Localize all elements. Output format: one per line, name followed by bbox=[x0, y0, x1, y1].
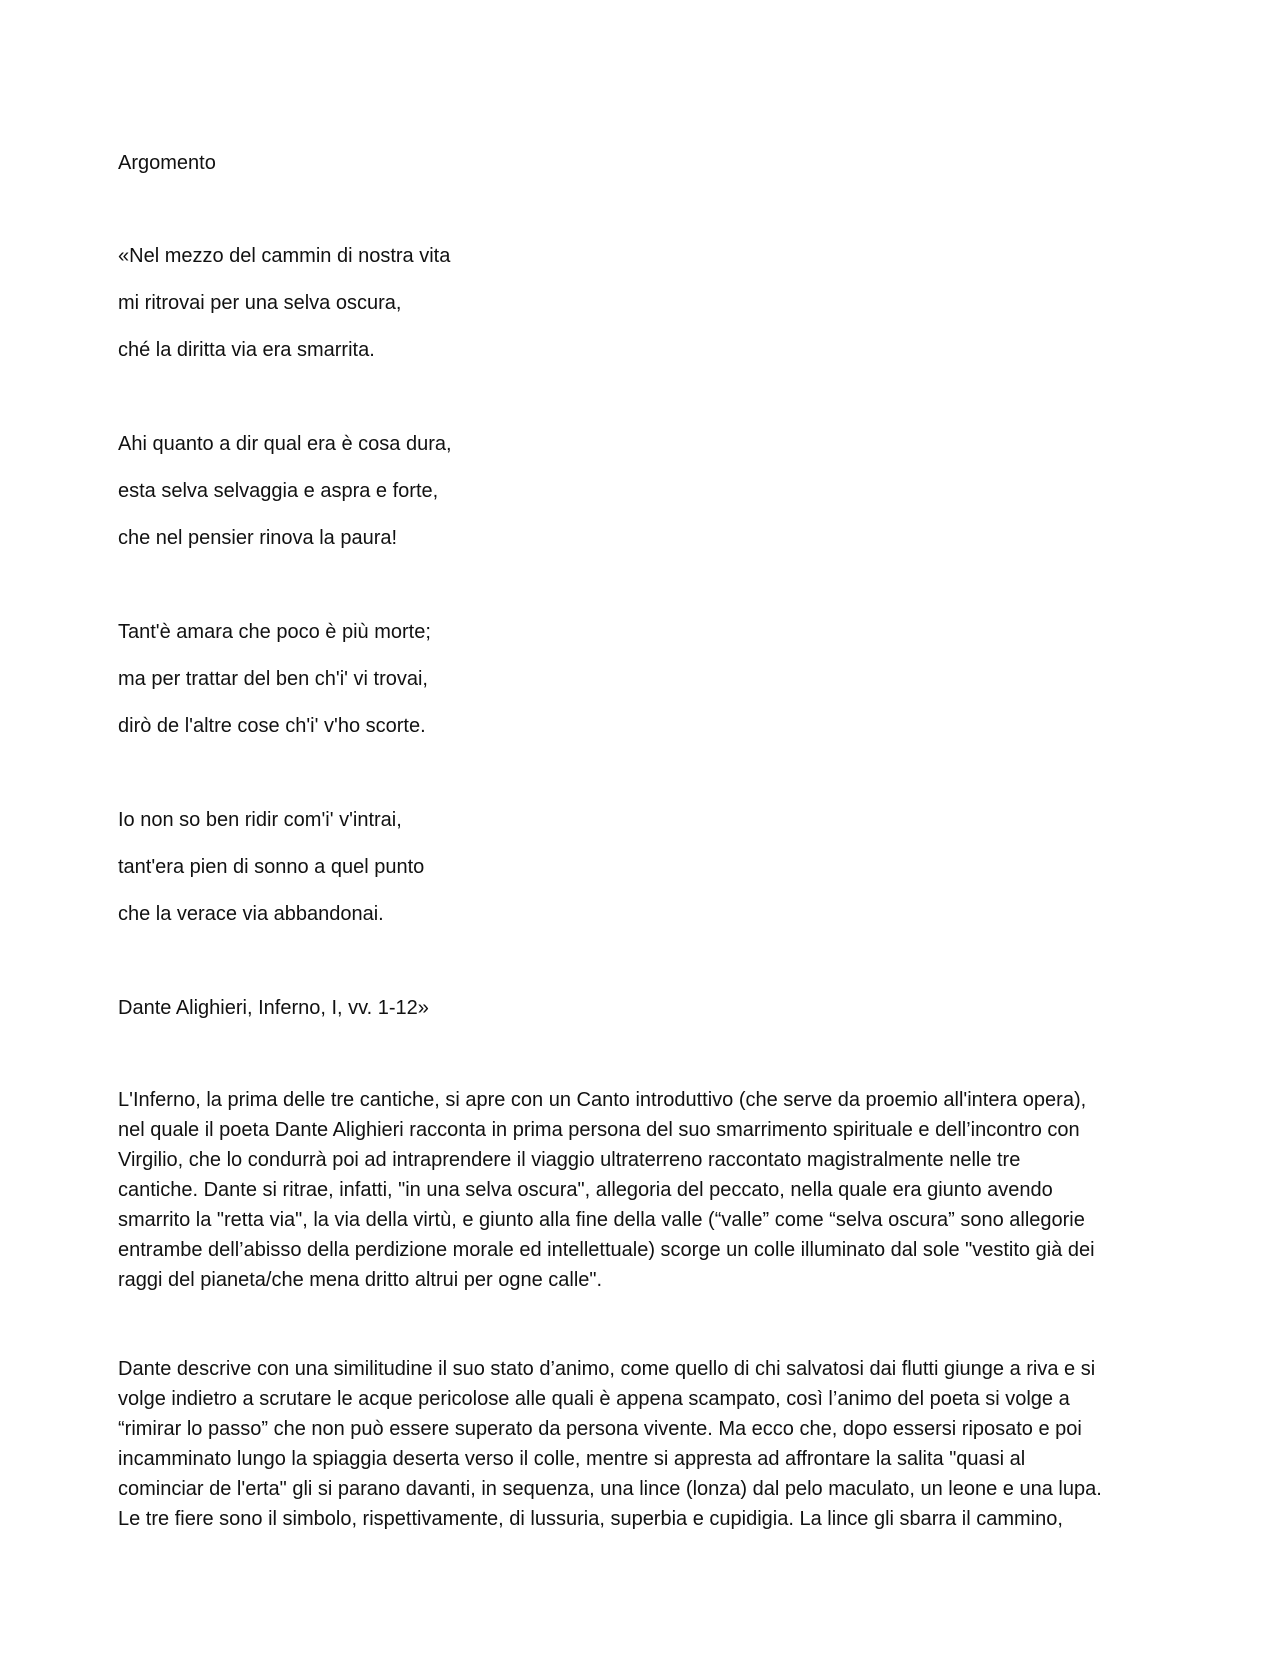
paragraph-line: “rimirar lo passo” che non può essere superato da persona vivente. Ma ecco che, dopo essersi riposato e poi bbox=[118, 1418, 1082, 1440]
verse-line: ma per trattar del ben ch'i' vi trovai, bbox=[118, 668, 428, 690]
verse-line: «Nel mezzo del cammin di nostra vita bbox=[118, 245, 451, 267]
verse-line: che nel pensier rinova la paura! bbox=[118, 527, 398, 549]
citation: Dante Alighieri, Inferno, I, vv. 1-12» bbox=[118, 997, 429, 1019]
verse-line: Tant'è amara che poco è più morte; bbox=[118, 621, 431, 643]
paragraph-line: smarrito la "retta via", la via della virtù, e giunto alla fine della valle (“valle” come “selva oscura” sono allegorie bbox=[118, 1209, 1085, 1231]
paragraph-line: incamminato lungo la spiaggia deserta verso il colle, mentre si appresta ad affrontare la salita "quasi al bbox=[118, 1448, 1026, 1470]
paragraph-line: entrambe dell’abisso della perdizione morale ed intellettuale) scorge un colle illuminato dal sole "vestito già dei bbox=[118, 1239, 1095, 1261]
paragraph-line: nel quale il poeta Dante Alighieri racconta in prima persona del suo smarrimento spirituale e dell’incontro con bbox=[118, 1119, 1080, 1141]
verse-line: tant'era pien di sonno a quel punto bbox=[118, 856, 425, 878]
paragraph-line: Dante descrive con una similitudine il suo stato d’animo, come quello di chi salvatosi dai flutti giunge a riva e si bbox=[118, 1358, 1096, 1380]
document-heading: Argomento bbox=[118, 152, 216, 174]
paragraph-similitude bbox=[118, 1354, 1168, 1534]
verse-line: che la verace via abbandonai. bbox=[118, 903, 384, 925]
paragraph-line: cantiche. Dante si ritrae, infatti, "in una selva oscura", allegoria del peccato, nella quale era giunto avendo bbox=[118, 1179, 1053, 1201]
paragraph-line: raggi del pianeta/che mena dritto altrui per ogne calle". bbox=[118, 1269, 603, 1291]
paragraph-line: volge indietro a scrutare le acque pericolose alle quali è appena scampato, così l’animo del poeta si volge a bbox=[118, 1388, 1070, 1410]
paragraph-intro bbox=[118, 1085, 1168, 1295]
verse-line: Ahi quanto a dir qual era è cosa dura, bbox=[118, 433, 452, 455]
paragraph-line: Le tre fiere sono il simbolo, rispettivamente, di lussuria, superbia e cupidigia. La lince gli sbarra il cammino, bbox=[118, 1508, 1063, 1530]
verse-line: esta selva selvaggia e aspra e forte, bbox=[118, 480, 439, 502]
paragraph-line: L'Inferno, la prima delle tre cantiche, si apre con un Canto introduttivo (che serve da proemio all'intera opera), bbox=[118, 1089, 1087, 1111]
verse-line: Io non so ben ridir com'i' v'intrai, bbox=[118, 809, 402, 831]
verse-line: mi ritrovai per una selva oscura, bbox=[118, 292, 402, 314]
paragraph-line: Virgilio, che lo condurrà poi ad intraprendere il viaggio ultraterreno raccontato magistralmente nelle tre bbox=[118, 1149, 1021, 1171]
paragraph-line: cominciar de l'erta" gli si parano davanti, in sequenza, una lince (lonza) dal pelo maculato, un leone e una lupa. bbox=[118, 1478, 1102, 1500]
verse-line: ché la diritta via era smarrita. bbox=[118, 339, 375, 361]
verse-line: dirò de l'altre cose ch'i' v'ho scorte. bbox=[118, 715, 426, 737]
